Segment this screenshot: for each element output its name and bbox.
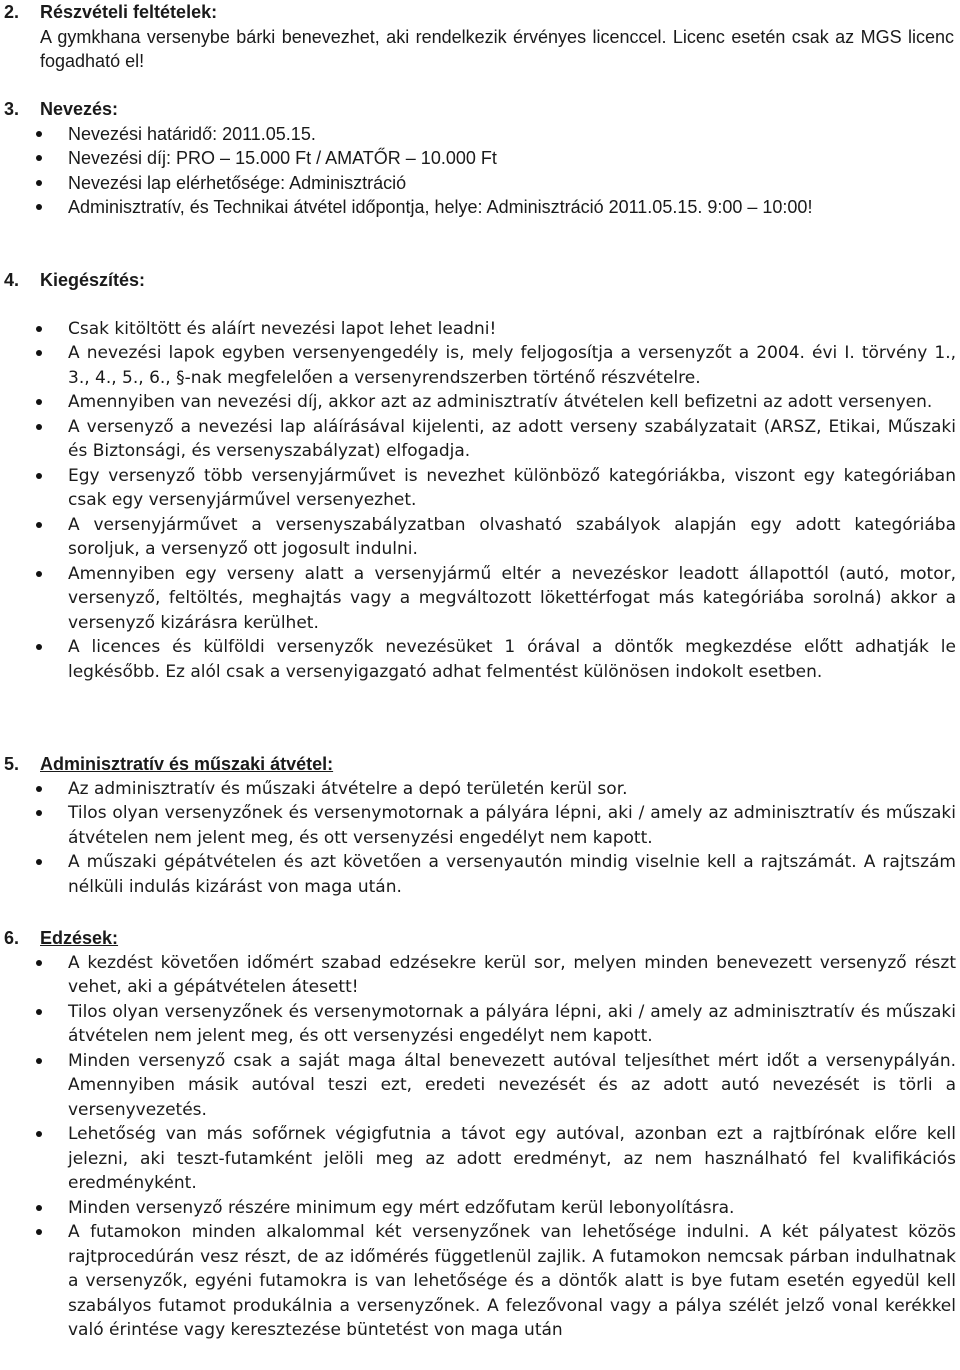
- section-heading: [0, 752, 960, 777]
- list-item: [0, 513, 960, 562]
- section-title: Adminisztratív és műszaki átvétel:: [40, 754, 334, 774]
- list-item-text: Tilos olyan versenyzőnek és versenymotornak a pályára lépni, aki / amely az adminisztratív és műszaki átvételen nem jelent meg, és ott versenyzési engedélyt nem kapott.: [68, 803, 956, 848]
- section-4: [0, 268, 960, 684]
- list-item: [0, 1122, 960, 1196]
- list-item: [0, 1220, 960, 1343]
- list-item-text: A nevezési lapok egyben versenyengedély is, mely feljogosítja a versenyzőt a 2004. évi I. törvény 1., 3., 4., 5., 6., §-nak megfelelően a versenyrendszerben történő részvételre.: [68, 343, 956, 388]
- list-item-text: A versenyjárművet a versenyszabályzatban olvasható szabályok alapján egy adott kategóriába soroljuk, a versenyző ott jogosult indulni.: [68, 514, 956, 559]
- list-item: [0, 850, 960, 899]
- list-item: [0, 951, 960, 1000]
- section-3: [0, 97, 960, 220]
- bullet-icon: [36, 131, 42, 137]
- list-item: [0, 1196, 960, 1221]
- bullet-icon: [36, 810, 42, 816]
- section-title: Edzések:: [40, 928, 119, 948]
- list-item-text: A futamokon minden alkalommal két versenyzőnek van lehetősége indulni. A két pályatest közös rajtprocedúrán vesz részt, de az időmérés függetlenül zajlik. A futamokon nemcsak párban indulhatnak a versenyzők, egyéni futamokra is van lehetősége és a döntők alatt is bye futam esetén egyedül kell szabályos futamot produkálnia a versenyzőnek. A felezővonal vagy a pálya szélét jelző vonal kerékkel való érintése vagy keresztezése büntetést von maga után: [68, 1222, 956, 1340]
- bullet-icon: [36, 644, 42, 650]
- section-heading: [0, 0, 960, 25]
- bullet-icon: [36, 180, 42, 186]
- bullet-list: [0, 777, 960, 900]
- list-item-text: Lehetőség van más sofőrnek végigfutnia a távot egy autóval, azonban ezt a rajtbírónak előre kell jelezni, aki teszt-futamként jelöli meg az adott eredményt, az nem használható fel kvalifikációs eredményként.: [68, 1124, 956, 1193]
- list-item: [0, 195, 960, 220]
- bullet-icon: [36, 473, 42, 479]
- bullet-icon: [36, 571, 42, 577]
- bullet-list: [0, 951, 960, 1343]
- bullet-icon: [36, 155, 42, 161]
- bullet-icon: [36, 859, 42, 865]
- list-item: [0, 801, 960, 850]
- section-title: Részvételi feltételek:: [40, 2, 218, 22]
- list-item-text: Minden versenyző részére minimum egy mért edzőfutam kerül lebonyolításra.: [68, 1197, 735, 1218]
- section-5: [0, 752, 960, 899]
- section-paragraph: A gymkhana versenybe bárki benevezhet, aki rendelkezik érvényes licenccel. Licenc esetén csak az MGS licenc fogadható el!: [40, 26, 954, 71]
- list-item-text: Nevezési lap elérhetősége: Adminisztráció: [68, 172, 407, 193]
- list-item: [0, 171, 960, 196]
- section-title: Kiegészítés:: [40, 270, 146, 290]
- bullet-icon: [36, 1131, 42, 1137]
- list-item-text: A kezdést követően időmért szabad edzésekre kerül sor, melyen minden benevezett versenyző részt vehet, aki a gépátvételen átesett!: [68, 952, 956, 997]
- section-title: Nevezés:: [40, 99, 119, 119]
- section-number: 4.: [4, 270, 20, 290]
- list-item-text: Egy versenyző több versenyjárművet is nevezhet különböző kategóriákba, viszont egy kategóriában csak egy versenyjárművel versenyezhet.: [68, 465, 956, 510]
- bullet-icon: [36, 204, 42, 210]
- list-item-text: Amennyiben van nevezési díj, akkor azt az adminisztratív átvételen kell befizetni az adott versenyen.: [68, 392, 933, 412]
- bullet-icon: [36, 1058, 42, 1064]
- section-2: [0, 0, 960, 74]
- section-number: 3.: [4, 99, 20, 119]
- list-item-text: Nevezési díj: PRO – 15.000 Ft / AMATŐR – 10.000 Ft: [68, 148, 497, 168]
- list-item: [0, 341, 960, 390]
- list-item-text: A licences és külföldi versenyzők nevezésüket 1 órával a döntők megkezdése előtt adhatják le legkésőbb. Ez alól csak a versenyigazgató adhat felmentést különösen indokolt esetben.: [68, 637, 956, 682]
- bullet-list: [0, 317, 960, 685]
- bullet-icon: [36, 786, 42, 792]
- list-item: [0, 562, 960, 636]
- list-item-text: Az adminisztratív és műszaki átvételre a depó területén kerül sor.: [68, 778, 628, 799]
- list-item-text: Minden versenyző csak a saját maga által benevezett autóval teljesíthet mért időt a versenypályán. Amennyiben másik autóval teszi ezt, eredeti nevezését és az adott autó nevezését is törli a versenyvezetés.: [68, 1050, 956, 1120]
- list-item: [0, 777, 960, 802]
- bullet-icon: [36, 1205, 42, 1211]
- list-item: [0, 317, 960, 342]
- section-heading: [0, 926, 960, 951]
- list-item: [0, 635, 960, 684]
- list-item-text: Amennyiben egy verseny alatt a versenyjármű eltér a nevezéskor leadott állapottól (autó, motor, versenyző, feltöltés, meghajtás vagy a megváltozott lökettérfogat más kategóriába sorolná) akkor a versenyző kizárásra kerülhet.: [68, 563, 956, 633]
- bullet-icon: [36, 326, 42, 332]
- section-number: 5.: [4, 754, 20, 774]
- list-item: [0, 464, 960, 513]
- section-6: [0, 926, 960, 1343]
- list-item-text: Tilos olyan versenyzőnek és versenymotornak a pályára lépni, aki / amely az adminisztratív és műszaki átvételen nem jelent meg, és ott versenyzési engedélyt nem kapott.: [68, 1001, 956, 1046]
- list-item: [0, 146, 960, 171]
- section-heading: [0, 268, 960, 293]
- bullet-icon: [36, 399, 42, 405]
- list-item: [0, 415, 960, 464]
- bullet-icon: [36, 350, 42, 356]
- list-item: [0, 1049, 960, 1123]
- list-item-text: A műszaki gépátvételen és azt követően a versenyautón mindig viselnie kell a rajtszámát. A rajtszám nélküli indulás kizárást von maga után.: [68, 852, 956, 897]
- list-item-text: Csak kitöltött és aláírt nevezési lapot lehet leadni!: [68, 318, 497, 339]
- bullet-icon: [36, 424, 42, 430]
- section-heading: [0, 97, 960, 122]
- list-item-text: A versenyző a nevezési lap aláírásával kijelenti, az adott verseny szabályzatait (ARSZ, Etikai, Műszaki és Biztonsági, és versenyszabályzat) elfogadja.: [68, 416, 956, 461]
- bullet-icon: [36, 522, 42, 528]
- list-item: [0, 122, 960, 147]
- list-item-text: Nevezési határidő: 2011.05.15.: [68, 123, 316, 144]
- list-item: [0, 1000, 960, 1049]
- section-number: 2.: [4, 2, 20, 22]
- bullet-list: [0, 122, 960, 220]
- list-item: [0, 390, 960, 415]
- list-item-text: Adminisztratív, és Technikai átvétel időpontja, helye: Adminisztráció 2011.05.15. 9:00 – 10:00!: [68, 197, 813, 217]
- section-number: 6.: [4, 928, 20, 948]
- bullet-icon: [36, 1009, 42, 1015]
- bullet-icon: [36, 1229, 42, 1235]
- bullet-icon: [36, 960, 42, 966]
